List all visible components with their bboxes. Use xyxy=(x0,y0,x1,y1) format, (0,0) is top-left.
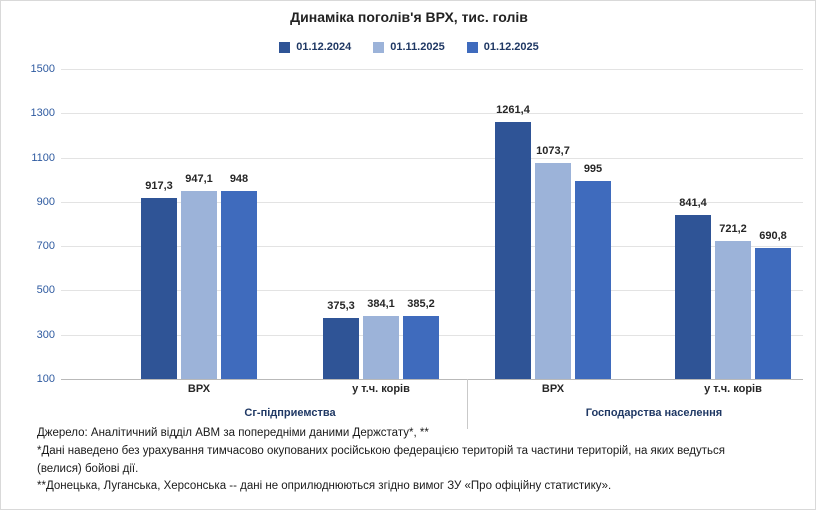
bar[interactable] xyxy=(363,316,399,379)
bar-value-label: 384,1 xyxy=(367,298,395,311)
bar-group xyxy=(673,69,793,379)
bar[interactable] xyxy=(221,191,257,379)
bar-column[interactable] xyxy=(323,69,359,379)
bar-column[interactable] xyxy=(141,69,177,379)
bar[interactable] xyxy=(535,163,571,379)
bar-value-label: 1261,4 xyxy=(496,103,530,116)
bar-column[interactable] xyxy=(535,69,571,379)
y-axis-tick-label: 1300 xyxy=(30,107,55,120)
bar-value-label: 841,4 xyxy=(679,196,707,209)
legend-swatch-0 xyxy=(279,42,290,53)
y-axis-tick-label: 500 xyxy=(36,284,55,297)
bar[interactable] xyxy=(715,241,751,379)
bar-value-label: 375,3 xyxy=(327,300,355,313)
bar-value-label: 917,3 xyxy=(145,180,173,193)
bar-value-label: 690,8 xyxy=(759,230,787,243)
legend-item-0[interactable] xyxy=(279,41,351,53)
bar-value-label: 948 xyxy=(229,173,249,186)
bar-column[interactable] xyxy=(495,69,531,379)
bar-group xyxy=(321,69,441,379)
supergroup-separator xyxy=(467,379,468,429)
bar[interactable] xyxy=(403,316,439,379)
legend-label-0: 01.12.2024 xyxy=(296,41,352,53)
bar-column[interactable] xyxy=(181,69,217,379)
bar-column[interactable] xyxy=(363,69,399,379)
bar-value-label: 947,1 xyxy=(185,173,213,186)
chart-title: Динаміка поголів'я ВРХ, тис. голів xyxy=(290,9,528,25)
y-axis-tick-label: 900 xyxy=(36,195,55,208)
y-axis-tick-label: 100 xyxy=(36,373,55,385)
legend-item-1[interactable] xyxy=(373,41,444,53)
bar-value-label: 1073,7 xyxy=(536,145,570,158)
bar[interactable] xyxy=(495,122,531,379)
legend-swatch-1 xyxy=(373,42,384,53)
footnote-regions: **Донецька, Луганська, Херсонська -- дані не оприлюднюються згідно вимог ЗУ «Про офіційну статистику». xyxy=(37,480,612,493)
footnote-territories-1: *Дані наведено без урахування тимчасово окупованих російською федерацією територій та частини територій, на яких ведуться xyxy=(37,444,726,457)
bar[interactable] xyxy=(323,318,359,379)
bar-column[interactable] xyxy=(403,69,439,379)
bar[interactable] xyxy=(755,248,791,379)
plot-area xyxy=(15,63,803,419)
category-label: у т.ч. корів xyxy=(704,383,762,395)
y-axis-tick-label: 1100 xyxy=(31,151,55,164)
bar[interactable] xyxy=(181,191,217,379)
bar-value-label: 721,2 xyxy=(719,223,747,236)
legend-swatch-2 xyxy=(467,42,478,53)
bar-column[interactable] xyxy=(715,69,751,379)
bars-layer xyxy=(61,69,803,379)
bar-group xyxy=(139,69,259,379)
footnote-territories-2: (велися) бойові дії. xyxy=(37,462,139,475)
bar-group xyxy=(493,69,613,379)
y-axis xyxy=(15,63,61,385)
legend-label-2: 01.12.2025 xyxy=(483,41,539,53)
y-axis-tick-label: 1500 xyxy=(30,63,55,75)
bar-column[interactable] xyxy=(221,69,257,379)
legend-label-1: 01.11.2025 xyxy=(390,41,445,53)
category-label: у т.ч. корів xyxy=(352,383,410,395)
bar[interactable] xyxy=(675,215,711,379)
supergroup-label: Господарства населення xyxy=(585,407,723,419)
bar[interactable] xyxy=(141,198,177,379)
footnote-source: Джерело: Аналітичний відділ АВМ за попередніми даними Держстату*, ** xyxy=(37,427,429,439)
bar[interactable] xyxy=(575,181,611,379)
y-axis-tick-label: 300 xyxy=(36,328,55,341)
bar-value-label: 995 xyxy=(583,162,603,175)
legend-item-2[interactable] xyxy=(467,41,539,53)
bar-value-label: 385,2 xyxy=(407,297,435,310)
category-label: ВРХ xyxy=(541,383,565,395)
chart-legend xyxy=(1,41,816,53)
supergroup-label: Сг-підприемства xyxy=(244,407,336,419)
bar-column[interactable] xyxy=(575,69,611,379)
category-label: ВРХ xyxy=(187,383,211,395)
bar-column[interactable] xyxy=(755,69,791,379)
footnotes xyxy=(37,425,797,496)
y-axis-tick-label: 700 xyxy=(36,240,55,253)
